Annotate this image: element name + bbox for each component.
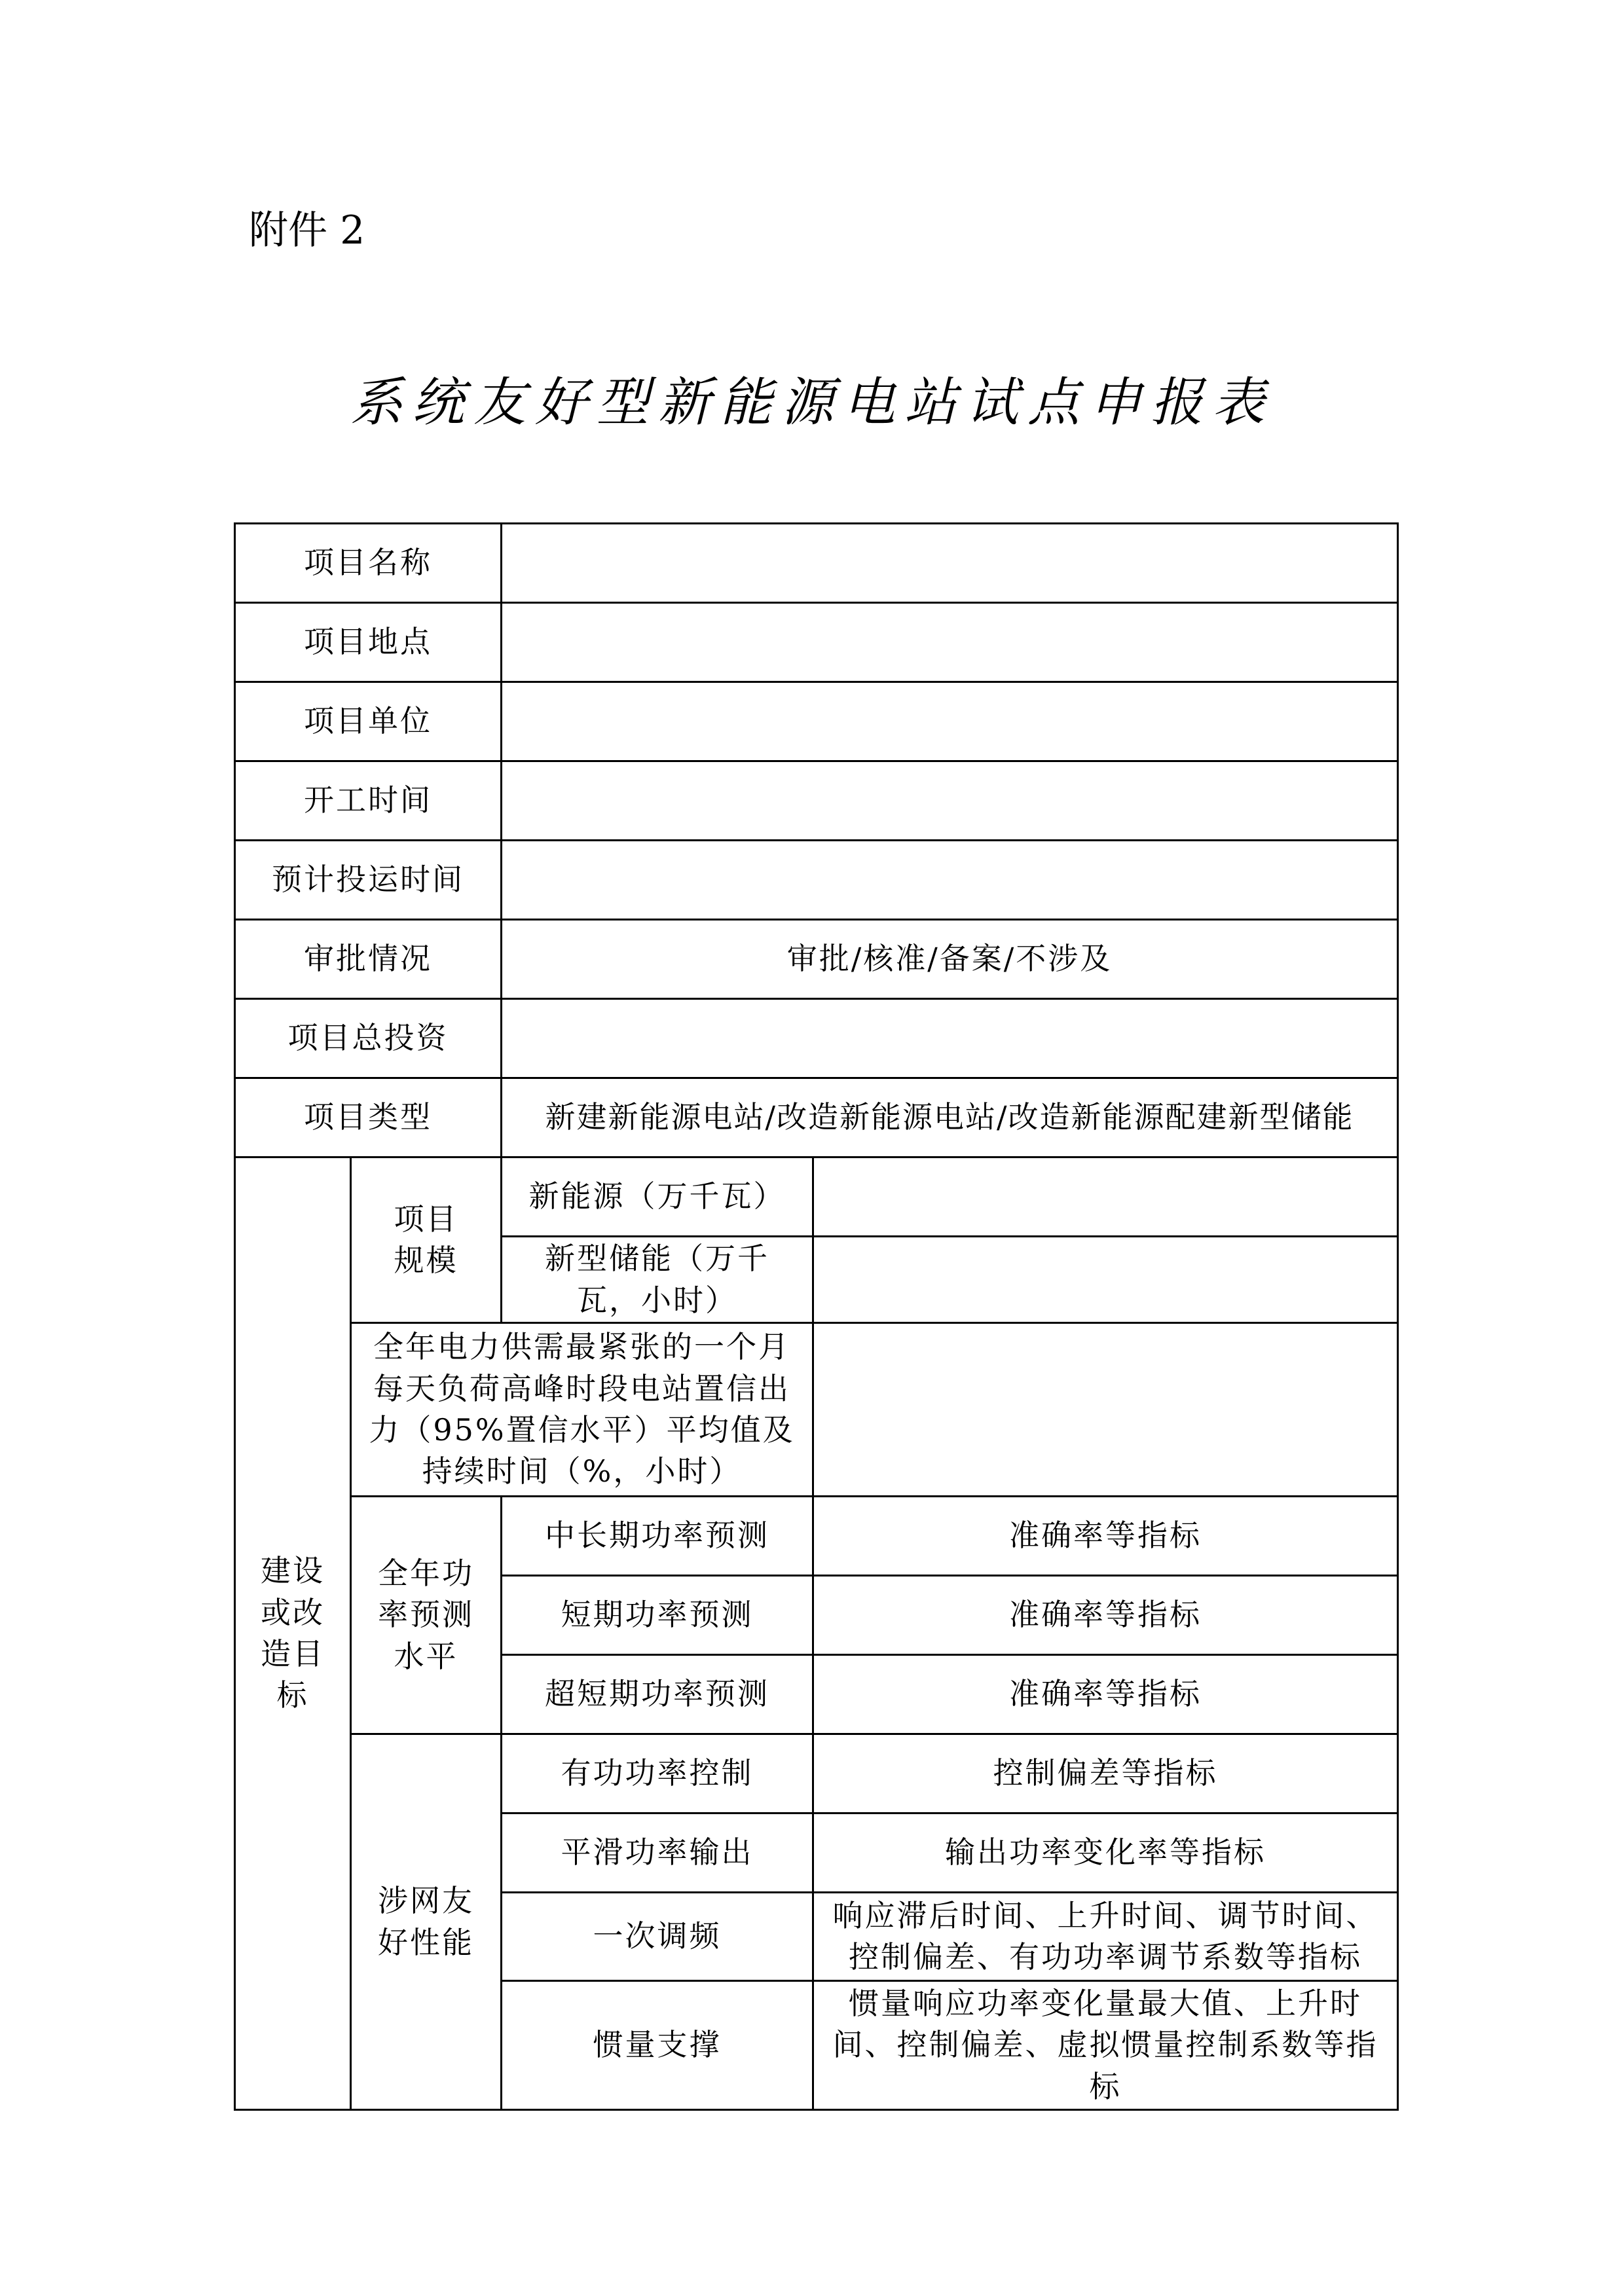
primary-frequency-label: 一次调频	[502, 1893, 813, 1981]
project-type-label: 项目类型	[235, 1078, 502, 1157]
attachment-label: 附件 2	[249, 208, 365, 253]
project-name-label: 项目名称	[235, 524, 502, 603]
project-unit-field[interactable]	[502, 682, 1398, 761]
confidence-output-label: 全年电力供需最紧张的一个月每天负荷高峰时段电站置信出力（95%置信水平）平均值及持续时间（%，小时）	[351, 1323, 813, 1497]
table-row	[235, 1734, 1398, 1813]
short-forecast-value[interactable]: 准确率等指标	[813, 1576, 1398, 1655]
confidence-output-field[interactable]	[813, 1323, 1398, 1497]
operation-time-field[interactable]	[502, 841, 1398, 920]
total-investment-field[interactable]	[502, 999, 1398, 1078]
scale-label: 项目规模	[351, 1157, 502, 1323]
ultra-short-forecast-value[interactable]: 准确率等指标	[813, 1655, 1398, 1734]
table-row	[235, 524, 1398, 603]
page-title: 系统友好型新能源电站试点申报表	[350, 372, 1274, 433]
new-energy-capacity-label: 新能源（万千瓦）	[502, 1157, 813, 1237]
table-row	[235, 920, 1398, 999]
approval-status-label: 审批情况	[235, 920, 502, 999]
project-location-field[interactable]	[502, 603, 1398, 682]
storage-capacity-label: 新型储能（万千瓦，小时）	[502, 1237, 813, 1323]
start-time-field[interactable]	[502, 761, 1398, 841]
active-power-control-label: 有功功率控制	[502, 1734, 813, 1813]
mid-long-forecast-label: 中长期功率预测	[502, 1497, 813, 1576]
start-time-label: 开工时间	[235, 761, 502, 841]
project-location-label: 项目地点	[235, 603, 502, 682]
short-forecast-label: 短期功率预测	[502, 1576, 813, 1655]
table-row	[235, 603, 1398, 682]
grid-performance-label: 涉网友好性能	[351, 1734, 502, 2110]
table-row	[235, 841, 1398, 920]
approval-status-field[interactable]: 审批/核准/备案/不涉及	[502, 920, 1398, 999]
project-unit-label: 项目单位	[235, 682, 502, 761]
table-row	[235, 1497, 1398, 1576]
project-type-field[interactable]: 新建新能源电站/改造新能源电站/改造新能源配建新型储能	[502, 1078, 1398, 1157]
total-investment-label: 项目总投资	[235, 999, 502, 1078]
table-row	[235, 761, 1398, 841]
table-row	[235, 1078, 1398, 1157]
application-form-table	[234, 522, 1399, 2111]
table-row	[235, 999, 1398, 1078]
smooth-output-value[interactable]: 输出功率变化率等指标	[813, 1813, 1398, 1893]
target-section-label: 建设或改造目标	[235, 1157, 351, 2110]
ultra-short-forecast-label: 超短期功率预测	[502, 1655, 813, 1734]
forecast-label: 全年功率预测水平	[351, 1497, 502, 1734]
new-energy-capacity-field[interactable]	[813, 1157, 1398, 1237]
mid-long-forecast-value[interactable]: 准确率等指标	[813, 1497, 1398, 1576]
primary-frequency-value[interactable]: 响应滞后时间、上升时间、调节时间、控制偏差、有功功率调节系数等指标	[813, 1893, 1398, 1981]
project-name-field[interactable]	[502, 524, 1398, 603]
inertia-support-value[interactable]: 惯量响应功率变化量最大值、上升时间、控制偏差、虚拟惯量控制系数等指标	[813, 1981, 1398, 2110]
table-row	[235, 682, 1398, 761]
operation-time-label: 预计投运时间	[235, 841, 502, 920]
active-power-control-value[interactable]: 控制偏差等指标	[813, 1734, 1398, 1813]
storage-capacity-field[interactable]	[813, 1237, 1398, 1323]
table-row	[235, 1323, 1398, 1497]
inertia-support-label: 惯量支撑	[502, 1981, 813, 2110]
table-row	[235, 1157, 1398, 1237]
smooth-output-label: 平滑功率输出	[502, 1813, 813, 1893]
